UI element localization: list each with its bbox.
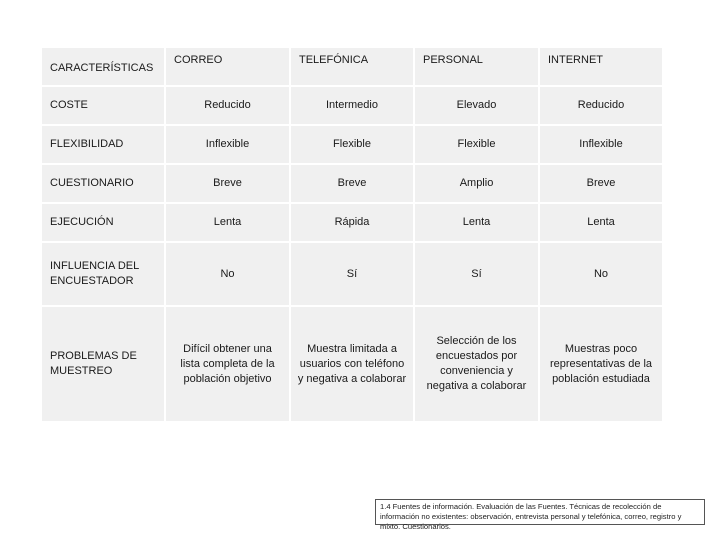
table-cell: Muestras poco representativas de la población estudiada (540, 307, 662, 421)
table-cell: Flexible (415, 126, 538, 163)
table-cell: Flexible (291, 126, 413, 163)
row-header-coste: COSTE (42, 87, 164, 124)
column-header-correo: CORREO (166, 48, 289, 85)
table-corner-header: CARACTERÍSTICAS (42, 48, 164, 85)
table-cell: Breve (166, 165, 289, 202)
table-cell: Reducido (166, 87, 289, 124)
row-header-problemas-muestreo: PROBLEMAS DE MUESTREO (42, 307, 164, 421)
table-cell: No (540, 243, 662, 305)
table-cell: Selección de los encuestados por conveniencia y negativa a colaborar (415, 307, 538, 421)
table-cell: Sí (291, 243, 413, 305)
table-cell: Lenta (540, 204, 662, 241)
table-cell: Elevado (415, 87, 538, 124)
row-header-ejecucion: EJECUCIÓN (42, 204, 164, 241)
row-header-cuestionario: CUESTIONARIO (42, 165, 164, 202)
row-header-flexibilidad: FLEXIBILIDAD (42, 126, 164, 163)
table-cell: Difícil obtener una lista completa de la población objetivo (166, 307, 289, 421)
table-cell: Sí (415, 243, 538, 305)
table-cell: Rápida (291, 204, 413, 241)
table-cell: Muestra limitada a usuarios con teléfono y negativa a colaborar (291, 307, 413, 421)
column-header-internet: INTERNET (540, 48, 662, 85)
table-cell: Lenta (415, 204, 538, 241)
column-header-telefonica: TELEFÓNICA (291, 48, 413, 85)
table-cell: No (166, 243, 289, 305)
table-cell: Inflexible (540, 126, 662, 163)
table-cell: Amplio (415, 165, 538, 202)
row-header-influencia: INFLUENCIA DEL ENCUESTADOR (42, 243, 164, 305)
comparison-table (42, 48, 662, 421)
table-cell: Lenta (166, 204, 289, 241)
table-cell: Reducido (540, 87, 662, 124)
table-cell: Inflexible (166, 126, 289, 163)
table-cell: Breve (540, 165, 662, 202)
table-cell: Intermedio (291, 87, 413, 124)
column-header-personal: PERSONAL (415, 48, 538, 85)
footer-caption: 1.4 Fuentes de información. Evaluación de las Fuentes. Técnicas de recolección de información no existentes: observación, entrevista personal y telefónica, correo, registro y mixto. Cuestionarios. (375, 499, 705, 525)
table-cell: Breve (291, 165, 413, 202)
